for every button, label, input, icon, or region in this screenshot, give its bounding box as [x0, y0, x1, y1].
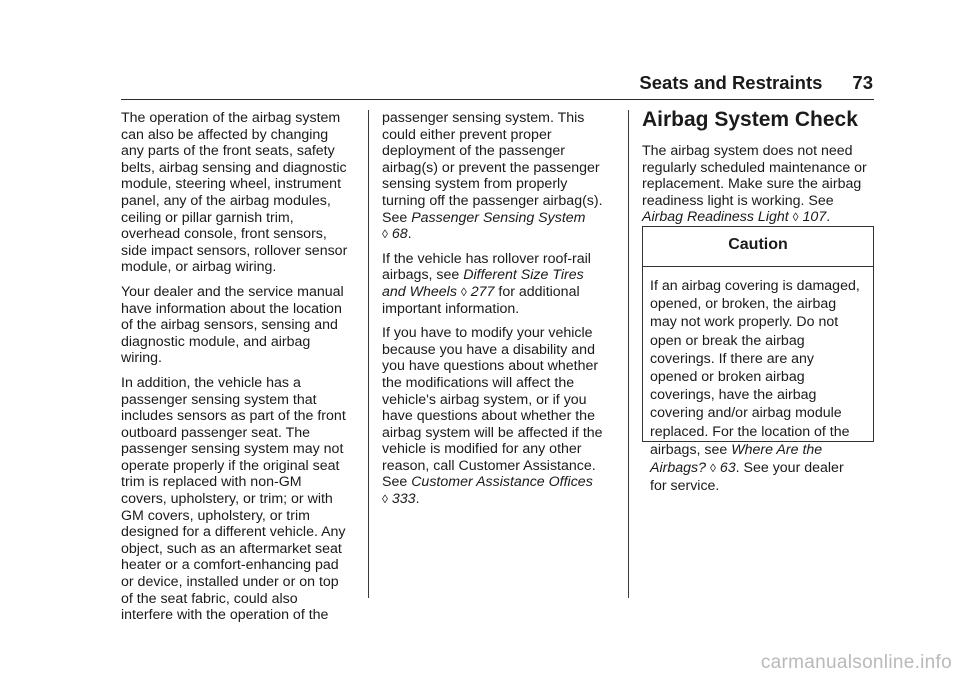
- page-header: [639, 72, 873, 94]
- text-line: includes sensors as part of the front: [121, 408, 346, 425]
- paragraph: [121, 375, 357, 624]
- paragraph: [121, 110, 357, 276]
- paragraph: [642, 143, 876, 226]
- page-ref-icon: ◊: [709, 461, 716, 476]
- text-line: In addition, the vehicle has a: [121, 374, 301, 391]
- text-line: have information about the location: [121, 300, 342, 317]
- text-line: [382, 474, 612, 491]
- page-ref-icon: ◊: [382, 492, 388, 507]
- text-line: side impact sensors, rollover sensor: [121, 242, 348, 259]
- text-line: may not work properly. Do not: [650, 314, 839, 331]
- text-line: readiness light is working. See: [642, 192, 834, 209]
- text-line: [650, 441, 873, 459]
- text-line: passenger sensing system. This: [382, 110, 585, 126]
- text-line: outboard passenger seat. The: [121, 424, 311, 441]
- caution-box: [642, 226, 874, 495]
- customer-assistance-offices-link[interactable]: Customer Assistance Offices: [411, 474, 593, 491]
- column-1: [121, 110, 357, 632]
- text-line: [382, 284, 612, 301]
- text-line: the modifications will affect the: [382, 374, 575, 391]
- text-line: vehicle's airbag system, or if you: [382, 391, 587, 408]
- text-line: diagnostic module, and airbag: [121, 333, 311, 350]
- text-line: turning off the passenger airbag(s).: [382, 192, 603, 209]
- column-divider-1: [368, 110, 369, 598]
- text-line: If you have to modify your vehicle: [382, 325, 593, 342]
- header-rule: [121, 99, 874, 100]
- text-line: overhead console, front sensors,: [121, 226, 327, 243]
- text-line: you have questions about whether: [382, 358, 599, 375]
- text-line: designed for a different vehicle. Any: [121, 524, 346, 541]
- different-size-tires-link[interactable]: Different Size Tires: [463, 267, 584, 284]
- text-line: important information.: [382, 300, 520, 317]
- text-line: because you have a disability and: [382, 341, 595, 358]
- paragraph: [382, 251, 612, 317]
- page-ref-277[interactable]: 277: [470, 283, 495, 300]
- airbags-link[interactable]: Airbags?: [650, 460, 706, 477]
- text-line: reason, call Customer Assistance.: [382, 457, 596, 474]
- text-line: The operation of the airbag system: [121, 110, 341, 126]
- text-line: panel, any of the airbag modules,: [121, 192, 331, 209]
- text-line: sensing system from properly: [382, 176, 568, 193]
- text-line: airbag system will be affected if the: [382, 424, 603, 441]
- column-divider-2: [628, 110, 629, 598]
- text-line: opened, or broken, the airbag: [650, 296, 837, 313]
- text-line: operate properly if the original seat: [121, 457, 340, 474]
- page-ref-63[interactable]: 63: [719, 460, 736, 477]
- text-line: coverings, have the airbag: [650, 387, 817, 404]
- text-line: [382, 226, 612, 243]
- text-line: wiring.: [121, 350, 162, 367]
- section-heading: Airbag System Check: [642, 108, 858, 131]
- text-line: passenger sensing system may not: [121, 441, 344, 458]
- caution-title: Caution: [728, 236, 788, 253]
- text-line: can also be affected by changing: [121, 126, 329, 143]
- text-run: airbags, see: [650, 441, 732, 458]
- text-line: covering and/or airbag module: [650, 405, 842, 422]
- text-line: replacement. Make sure the airbag: [642, 176, 862, 193]
- see-text: See: [382, 474, 412, 491]
- page-ref-68[interactable]: 68: [391, 226, 408, 243]
- paragraph: [382, 325, 612, 508]
- text-line: passenger sensing system that: [121, 391, 317, 408]
- text-line: heater or a comfort-enhancing pad: [121, 557, 339, 574]
- text-line: replaced. For the location of the: [650, 423, 850, 440]
- text-line: The airbag system does not need: [642, 143, 853, 159]
- text-line: of the seat fabric, could also: [121, 590, 298, 607]
- paragraph: [382, 110, 612, 243]
- text-line: interfere with the operation of the: [121, 607, 329, 624]
- text-run: . See your dealer: [735, 460, 844, 477]
- text-line: deployment of the passenger: [382, 143, 565, 160]
- text-line: opened or broken airbag: [650, 369, 805, 386]
- column-2: [382, 110, 612, 516]
- page-number: 73: [852, 72, 873, 93]
- where-are-the-airbags-link[interactable]: Where Are the: [731, 441, 823, 458]
- watermark: carmanualsonline.info: [760, 652, 952, 673]
- text-line: covers, upholstery, or trim; or with: [121, 491, 333, 508]
- text-line: If the vehicle has rollover roof-rail: [382, 250, 591, 267]
- text-line: If an airbag covering is damaged,: [650, 278, 860, 294]
- text-line: [650, 459, 873, 477]
- page-ref-icon: ◊: [382, 227, 388, 242]
- passenger-sensing-system-link[interactable]: Passenger Sensing System: [411, 209, 586, 226]
- text-line: of the airbag sensors, sensing and: [121, 317, 338, 334]
- text-line: regularly scheduled maintenance or: [642, 159, 867, 176]
- text-line: airbag(s) or prevent the passenger: [382, 159, 600, 176]
- text-line: belts, airbag sensing and diagnostic: [121, 159, 347, 176]
- text-line: module, steering wheel, instrument: [121, 176, 342, 193]
- text-line: object, such as an aftermarket seat: [121, 540, 342, 557]
- text-line: vehicle is modified for any other: [382, 441, 582, 458]
- period: .: [415, 491, 420, 508]
- text-line: GM covers, upholstery, or trim: [121, 507, 310, 524]
- paragraph: [121, 284, 357, 367]
- text-line: coverings. If there are any: [650, 350, 815, 367]
- text-line: have questions about whether the: [382, 408, 595, 425]
- text-line: [382, 491, 612, 508]
- text-line: ceiling or pillar garnish trim,: [121, 209, 294, 226]
- period: .: [826, 209, 831, 226]
- page-ref-icon: ◊: [792, 210, 799, 225]
- page-ref-107[interactable]: 107: [802, 209, 827, 226]
- column-3: [642, 110, 876, 234]
- text-line: could either prevent proper: [382, 126, 552, 143]
- text-line: Your dealer and the service manual: [121, 283, 344, 300]
- and-wheels-link[interactable]: and Wheels: [382, 283, 457, 300]
- text-line: any parts of the front seats, safety: [121, 143, 335, 160]
- caution-body: [643, 267, 873, 495]
- see-text: See: [382, 209, 412, 226]
- page-ref-icon: ◊: [460, 284, 467, 299]
- text-line: module, or airbag wiring.: [121, 259, 277, 276]
- text-run: for additional: [494, 283, 580, 300]
- text-line: [642, 209, 876, 226]
- text-line: [382, 267, 612, 284]
- section-title: Seats and Restraints: [639, 72, 823, 93]
- period: .: [407, 226, 412, 243]
- text-run: airbags, see: [382, 267, 464, 284]
- text-line: trim is replaced with non-GM: [121, 474, 302, 491]
- text-line: or device, installed under or on top: [121, 574, 339, 591]
- text-line: open or break the airbag: [650, 332, 805, 349]
- airbag-readiness-light-link[interactable]: Airbag Readiness Light: [642, 209, 789, 226]
- text-line: for service.: [650, 478, 720, 495]
- page-ref-333[interactable]: 333: [391, 491, 416, 508]
- text-line: [382, 210, 612, 227]
